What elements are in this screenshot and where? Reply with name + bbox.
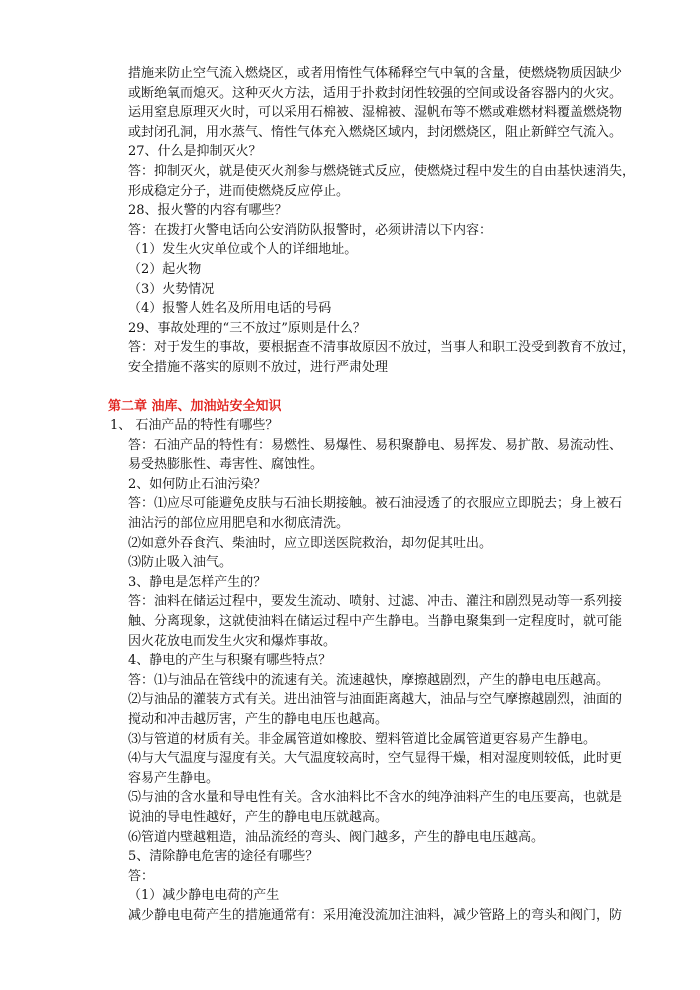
text-line: ⑶防止吸入油气。	[128, 555, 233, 571]
text-line: 或封闭孔洞，用水蒸气、惰性气体充入燃烧区域内，封闭燃烧区，阻止新鲜空气流入。	[128, 124, 623, 140]
text-line: ⑸与油的含水量和导电性有关。含水油料比不含水的纯净油料产生的电压要高，也就是	[128, 790, 623, 806]
text-line: ⑷与大气温度与湿度有关。大气温度较高时，空气显得干燥，相对湿度则较低，此时更	[128, 751, 623, 767]
list-item: （2）起火物	[128, 261, 202, 277]
question-29: 29、事故处理的“三不放过”原则是什么？	[128, 320, 366, 336]
text-line: 安全措施不落实的原则不放过，进行严肃处理	[128, 359, 389, 375]
text-line: 说油的导电性越好，产生的静电电压就越高。	[128, 809, 389, 825]
text-line: 答：⑴与油品在管线中的流速有关。流速越快，摩擦越剧烈，产生的静电电压越高。	[128, 672, 610, 688]
text-line: 油沾污的部位应用肥皂和水彻底清洗。	[128, 516, 350, 532]
list-item: （1）减少静电电荷的产生	[128, 888, 280, 904]
text-line: 容易产生静电。	[128, 770, 220, 786]
list-item: （4）报警人姓名及所用电话的号码	[128, 301, 332, 317]
chapter-title: 第二章 油库、加油站安全知识	[108, 398, 282, 414]
text-line: 答：油料在储运过程中，要发生流动、喷射、过滤、冲击、灌注和剧烈晃动等一系列接	[128, 594, 623, 610]
question-28: 28、报火警的内容有哪些？	[128, 203, 288, 219]
document-body	[108, 64, 636, 926]
text-line: 或断绝氧而熄灭。这种灭火方法，适用于扑救封闭性较强的空间或设备容器内的火灾。	[128, 85, 623, 101]
question-2: 2、如何防止石油污染？	[128, 476, 267, 492]
question-27: 27、什么是抑制灭火？	[128, 144, 262, 160]
text-line: 措施来防止空气流入燃烧区，或者用惰性气体稀释空气中氧的含量，使燃烧物质因缺少	[128, 66, 623, 81]
question-1: 1、 石油产品的特性有哪些？	[110, 418, 279, 434]
text-line: 搅动和冲击越厉害，产生的静电电压也越高。	[128, 712, 389, 727]
question-4: 4、静电的产生与积聚有哪些特点？	[128, 653, 332, 669]
text-line: 答：	[128, 868, 155, 884]
text-line: 因火花放电而发生火灾和爆炸事故。	[128, 633, 337, 649]
text-line: 减少静电电荷产生的措施通常有：采用淹没流加注油料，减少管路上的弯头和阀门，防	[128, 907, 623, 923]
text-line: 答：⑴应尽可能避免皮肤与石油长期接触。被石油浸透了的衣服应立即脱去；身上被石	[128, 496, 623, 512]
text-line: ⑵如意外吞食汽、柴油时，应立即送医院救治，却勿促其吐出。	[128, 535, 493, 551]
text-line: ⑹管道内壁越粗造，油品流经的弯头、阀门越多，产生的静电电压越高。	[128, 829, 545, 845]
question-5: 5、清除静电危害的途径有哪些？	[128, 849, 319, 865]
text-line: 运用窒息原理灭火时，可以采用石棉被、湿棉被、湿帆布等不燃或难燃材料覆盖燃烧物	[128, 105, 623, 121]
text-line: 答：抑制灭火，就是使灭火剂参与燃烧链式反应，使燃烧过程中发生的自由基快速消失，	[128, 163, 636, 179]
list-item: （3）火势情况	[128, 281, 215, 297]
list-item: （1）发生火灾单位或个人的详细地址。	[128, 242, 358, 258]
text-line: 形成稳定分子，进而使燃烧反应停止。	[128, 183, 350, 199]
text-line: 易受热膨胀性、毒害性、腐蚀性。	[128, 457, 324, 473]
question-3: 3、静电是怎样产生的？	[128, 574, 267, 590]
section-gap	[128, 378, 606, 397]
text-line: ⑶与管道的材质有关。非金属管道如橡胶、塑料管道比金属管道更容易产生静电。	[128, 731, 597, 747]
text-line: 答：石油产品的特性有：易燃性、易爆性、易积聚静电、易挥发、易扩散、易流动性、	[128, 437, 623, 453]
text-line: 触、分离现象，这就使油料在储运过程中产生静电。当静电聚集到一定程度时，就可能	[128, 614, 623, 630]
text-line: 答：对于发生的事故，要根据查不清事故原因不放过，当事人和职工没受到教育不放过，	[128, 340, 636, 356]
text-line: 答：在拨打火警电话向公安消防队报警时，必须讲清以下内容：	[128, 222, 493, 238]
text-line: ⑵与油品的灌装方式有关。进出油管与油面距离越大，油品与空气摩擦越剧烈，油面的	[128, 692, 623, 708]
